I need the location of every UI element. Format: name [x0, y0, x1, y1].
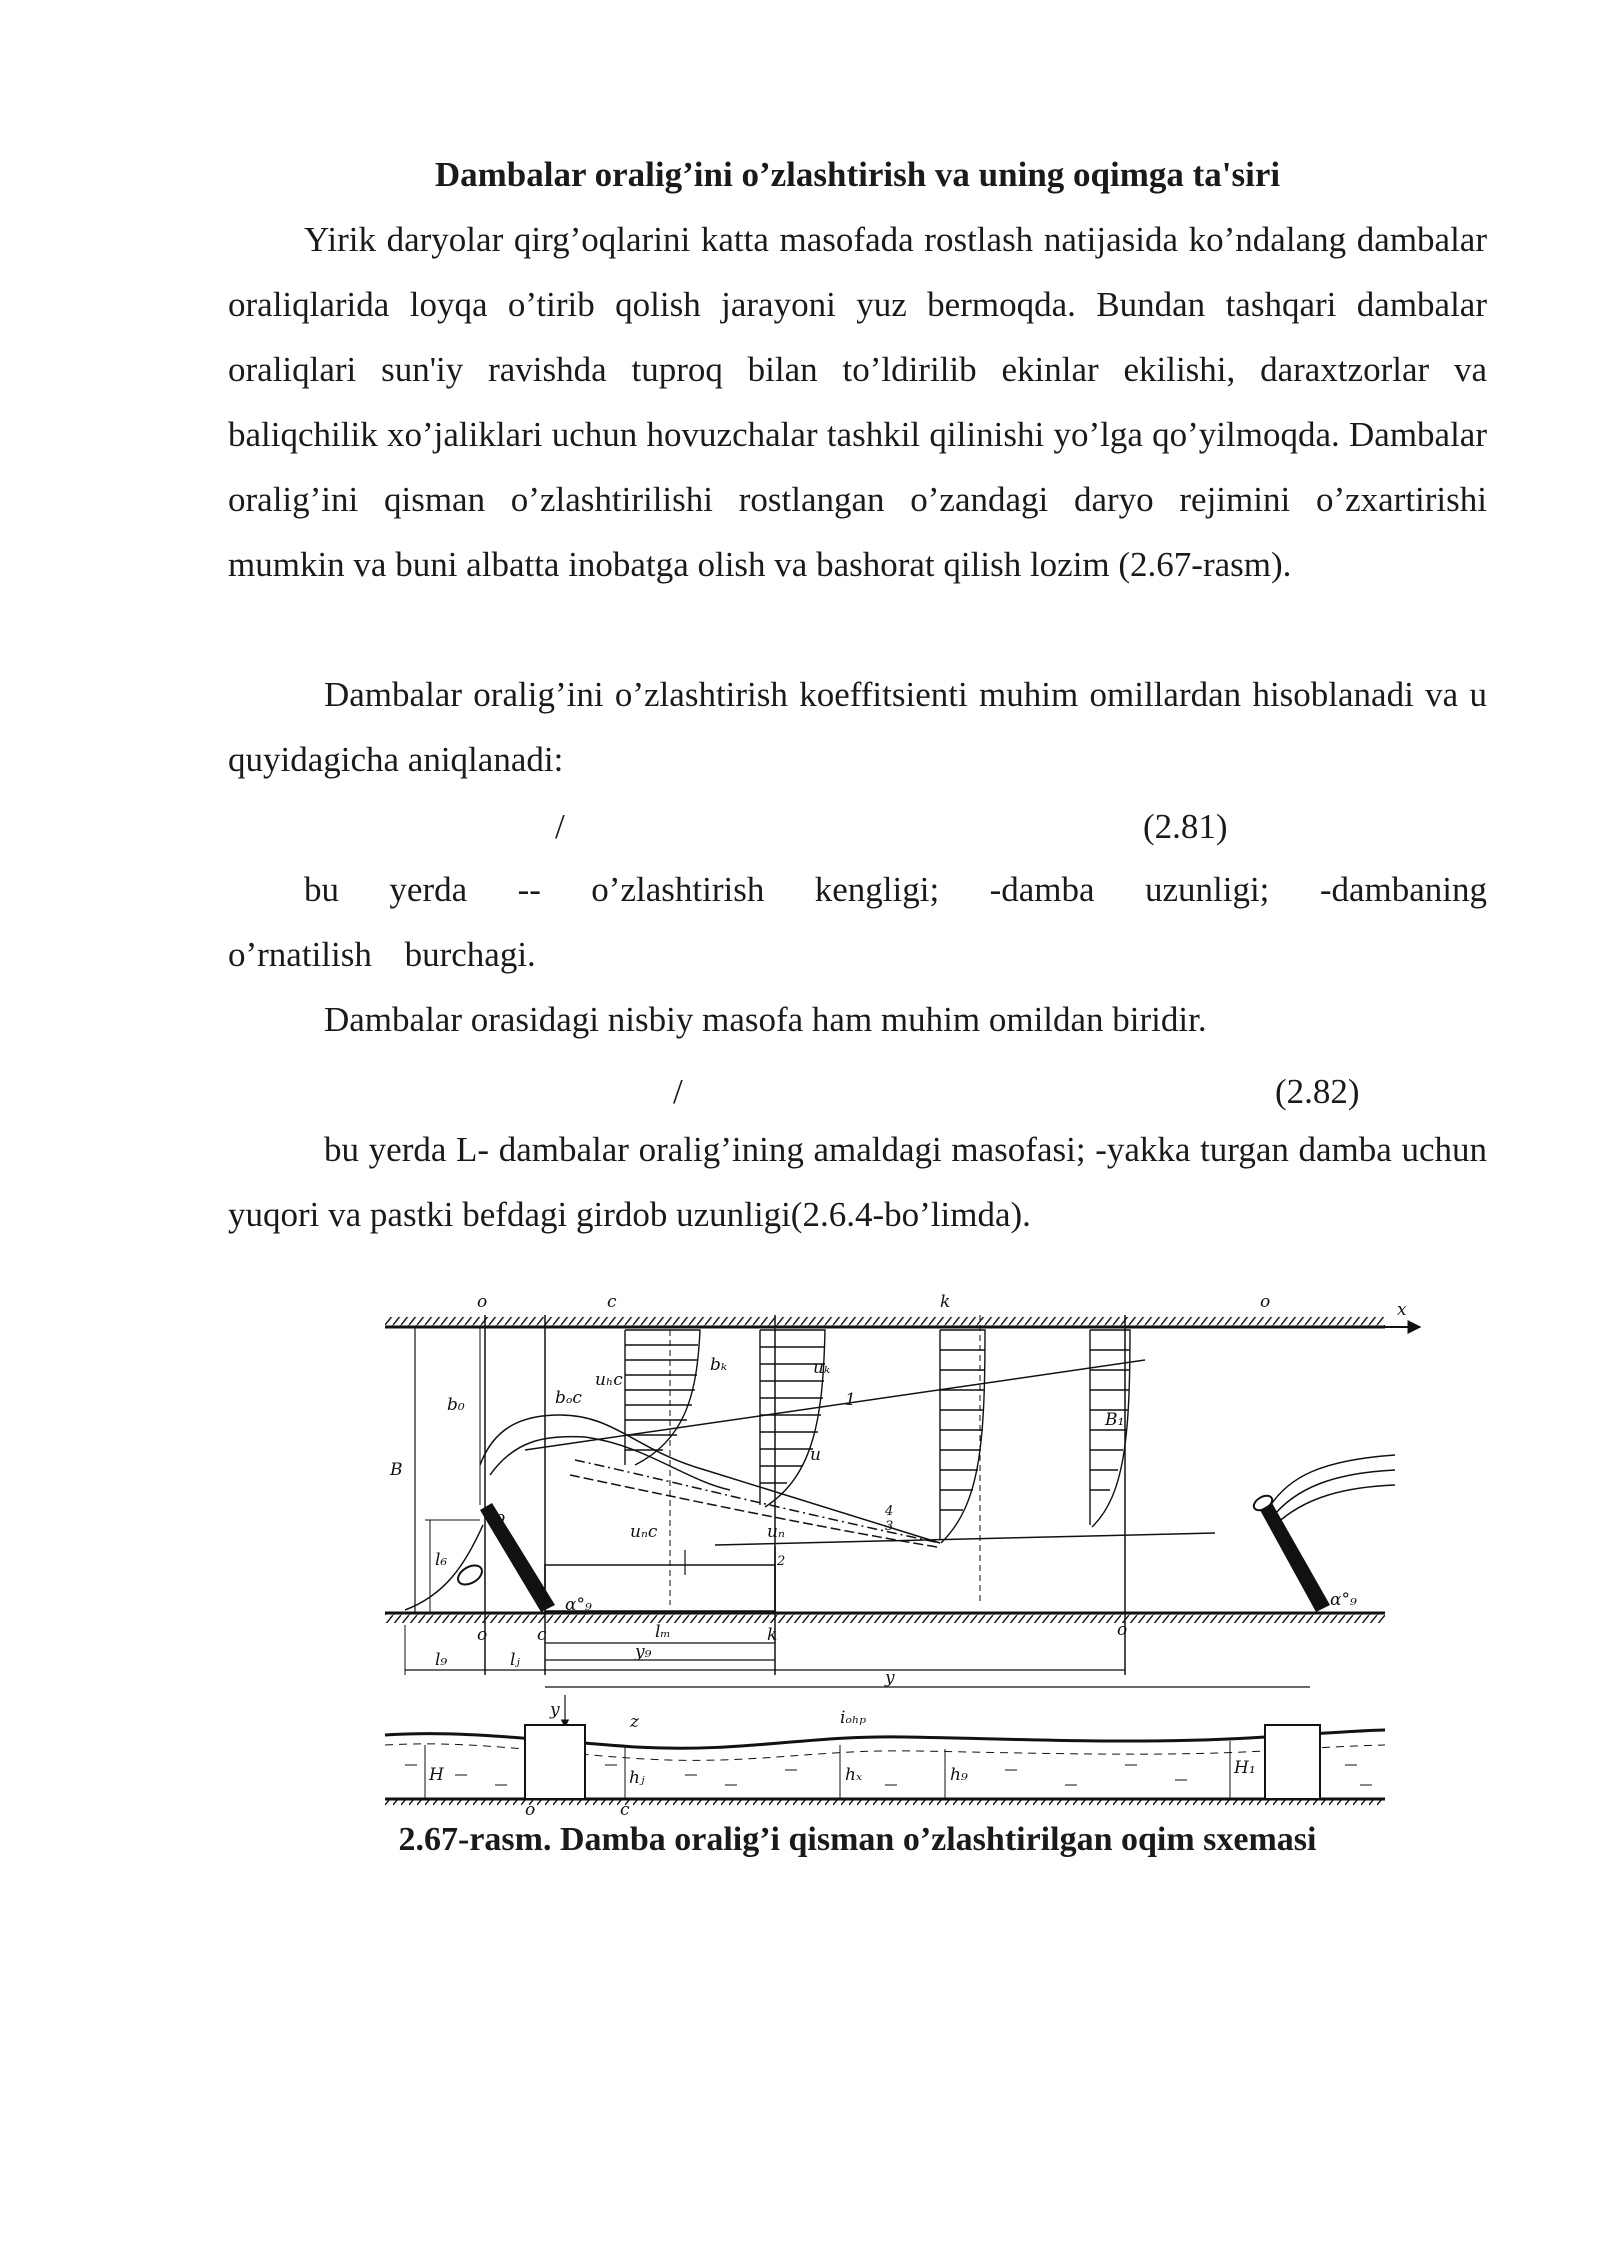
- formula-2-81-symbol: /: [555, 807, 565, 846]
- alpha-right-label: α°₉: [1330, 1590, 1357, 1610]
- width-B-label: B: [390, 1460, 403, 1480]
- section-c-label: c: [607, 1292, 617, 1312]
- paragraph-3: bu yerda -- o’zlashtirish kengligi; -damba uzunligi; -dambaning o’rnatilish burchagi.: [228, 870, 1487, 974]
- b0-label: b₀: [447, 1395, 465, 1415]
- z-axis-label: z: [630, 1712, 639, 1732]
- flow-scheme-drawing: [385, 1275, 1425, 1820]
- o2-bottom-label: o: [1117, 1620, 1128, 1640]
- hx-label: hₓ: [845, 1765, 862, 1785]
- hc-label: hⱼ: [629, 1768, 645, 1788]
- o1-label: o: [495, 1508, 506, 1528]
- section-o2-label: o: [1260, 1292, 1271, 1312]
- depth-H-label: H: [429, 1765, 444, 1785]
- lm-label: lₘ: [655, 1622, 671, 1642]
- paragraph-4: Dambalar orasidagi nisbiy masofa ham muhim omildan biridir.: [324, 1000, 1207, 1039]
- paragraph-1: Yirik daryolar qirg’oqlarini katta masofada rostlash natijasida ko’ndalang dambalar oraliqlarida loyqa o’tirib qolish jarayoni yuz bermoqda. Bundan tashqari dambalar oraliqlari sun'iy ravishda tuproq bilan to’ldirilib ekinlar ekilishi, daraxtzorlar va baliqchilik xo’jaliklari uchun hovuzchalar tashkil qilinishi yo’lga qo’yilmoqda. Dambalar oralig’ini qisman o’zlashtirilishi rostlangan o’zandagi daryo rejimini o’zxartirishi mumkin va buni albatta inobatga olish va bashorat qilish lozim (2.67-rasm).: [228, 220, 1487, 584]
- b1-label: B₁: [1105, 1410, 1125, 1430]
- flowline-2-label: 2: [777, 1554, 786, 1569]
- k-bottom-label: k: [767, 1625, 778, 1645]
- flowline-1-label: 1: [845, 1390, 856, 1410]
- c-section-label: c: [620, 1800, 630, 1820]
- section-title: Dambalar oralig’ini o’zlashtirish va uning oqimga ta'siri: [434, 155, 1281, 194]
- bdc-label: bₒc: [555, 1388, 582, 1408]
- flowline-4-label: 4: [885, 1504, 894, 1519]
- yg-label: y₉: [635, 1642, 652, 1662]
- y-axis-label: y: [550, 1700, 560, 1720]
- lc-label: lⱼ: [510, 1650, 520, 1670]
- flow-scheme-figure: [385, 1275, 1425, 1820]
- hg-label: h₉: [950, 1765, 968, 1785]
- u-nc-label: uₙc: [630, 1522, 658, 1542]
- H1-label: H₁: [1234, 1758, 1256, 1778]
- figure-caption: 2.67-rasm. Damba oralig’i qisman o’zlashtirilgan oqim sxemasi: [398, 1821, 1317, 1858]
- bk-label: bₖ: [710, 1355, 728, 1375]
- x-axis-label: x: [1397, 1300, 1407, 1320]
- u-label: u: [810, 1445, 821, 1465]
- alpha-left-label: α°₉: [565, 1595, 592, 1615]
- c-bottom-label: c: [537, 1625, 547, 1645]
- section-k-label: k: [940, 1292, 951, 1312]
- ld-label: l₆: [435, 1550, 448, 1570]
- formula-2-81-number: (2.81): [1143, 807, 1228, 846]
- flowline-3-label: 3: [885, 1519, 894, 1534]
- section-o-label: o: [477, 1292, 488, 1312]
- lg-label: l₉: [435, 1650, 448, 1670]
- slope-label: iₒₕₚ: [840, 1708, 867, 1728]
- u-hc-label: uₕc: [595, 1370, 623, 1390]
- paragraph-2: Dambalar oralig’ini o’zlashtirish koeffitsienti muhim omillardan hisoblanadi va u quyidagicha aniqlanadi:: [228, 675, 1487, 779]
- o-section-label: o: [525, 1800, 536, 1820]
- formula-2-82-symbol: /: [673, 1072, 683, 1111]
- u-n-label: uₙ: [767, 1522, 785, 1542]
- paragraph-5: bu yerda L- dambalar oralig’ining amaldagi masofasi; -yakka turgan damba uchun yuqori va pastki befdagi girdob uzunligi(2.6.4-bo’limda).: [228, 1130, 1487, 1234]
- o-bottom-label: o: [477, 1625, 488, 1645]
- y-dimension-label: y: [885, 1668, 895, 1688]
- u-k-label: uₖ: [813, 1358, 831, 1378]
- formula-2-82-number: (2.82): [1275, 1072, 1360, 1111]
